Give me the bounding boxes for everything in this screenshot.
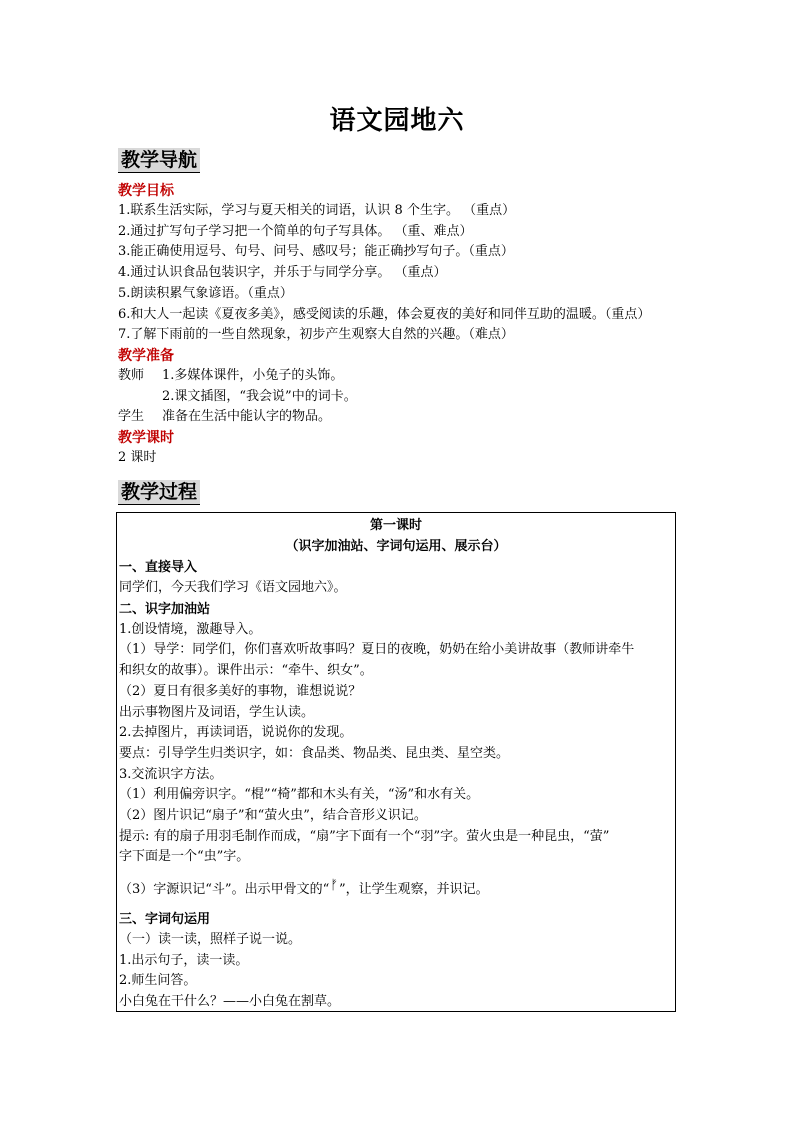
nav-banner: 教学导航 <box>118 148 200 173</box>
lesson-table <box>116 512 676 1012</box>
goal-item: 2.通过扩写句子学习把一个简单的句子写具体。 （重、难点） <box>118 223 473 239</box>
text-line: （2）图片识记“扇子”和“萤火虫”，结合音形义识记。 <box>119 808 427 824</box>
hours-value: 2 课时 <box>118 450 157 466</box>
teacher-label: 教师 <box>118 367 145 383</box>
lesson-subtitle: （识字加油站、字词句运用、展示台） <box>285 539 507 554</box>
text-line: 同学们，今天我们学习《语文园地六》。 <box>119 580 347 595</box>
process-banner: 教学过程 <box>118 480 200 505</box>
oracle-bone-line <box>119 876 673 901</box>
section-heading: 二、识字加油站 <box>119 601 211 617</box>
text-line: （2）夏日有很多美好的事物，谁想说说？ <box>119 683 362 699</box>
student-prep-item: 准备在生活中能认字的物品。 <box>162 409 332 425</box>
lesson-title: 第一课时 <box>369 518 422 533</box>
text-line: 小白兔在干什么？——小白兔在割草。 <box>119 993 341 1009</box>
text-line: （1）导学：同学们，你们喜欢听故事吗？夏日的夜晚，奶奶在给小美讲故事（教师讲牵牛 <box>119 642 635 658</box>
oracle-text-before: （3）字源识记“斗”。出示甲骨文的“ <box>119 882 330 898</box>
text-line: 提示: 有的扇子用羽毛制作而成，“扇”字下面有一个“羽”字。萤火虫是一种昆虫，“萤” <box>119 828 610 844</box>
goals-heading: 教学目标 <box>118 183 174 199</box>
teacher-prep-row <box>118 387 678 408</box>
goal-item: 3.能正确使用逗号、句号、问号、感叹号；能正确抄写句子。（重点） <box>118 244 514 260</box>
text-line: 1.出示句子，读一读。 <box>119 952 249 968</box>
text-line: （一）读一读，照样子说一说。 <box>119 931 302 947</box>
teacher-prep-item: 1.多媒体课件，小兔子的头饰。 <box>162 367 344 383</box>
text-line: 字下面是一个“虫”字。 <box>119 849 250 865</box>
hours-heading: 教学课时 <box>118 430 174 447</box>
text-line: 和织女的故事）。课件出示：“牵牛、织女”。 <box>119 663 373 679</box>
student-prep-row <box>118 407 678 428</box>
text-line: （1）利用偏旁识字。“棍”“椅”都和木头有关，“汤”和水有关。 <box>119 787 480 803</box>
goal-item: 7.了解下雨前的一些自然现象，初步产生观察大自然的兴趣。（难点） <box>118 327 514 343</box>
text-line: 2.师生问答。 <box>119 973 197 989</box>
page-title: 语文园地六 <box>329 106 465 136</box>
text-line: 1.创设情境，激趣导入。 <box>119 621 262 637</box>
text-line: 出示事物图片及词语，学生认读。 <box>119 704 315 720</box>
student-label: 学生 <box>118 409 145 425</box>
goal-item: 1.联系生活实际，学习与夏天相关的词语，认识 8 个生字。 （重点） <box>118 203 516 218</box>
text-line: 要点：引导学生归类识字，如：食品类、物品类、昆虫类、星空类。 <box>119 745 510 761</box>
oracle-bone-glyph-icon: ᚠ <box>330 878 339 894</box>
text-line: 3.交流识字方法。 <box>119 766 223 782</box>
section-heading: 一、直接导入 <box>119 560 198 575</box>
teacher-prep-item: 2.课文插图，“我会说”中的词卡。 <box>162 388 357 404</box>
goal-item: 5.朗读积累气象谚语。（重点） <box>118 285 293 301</box>
teacher-prep-row <box>118 366 678 387</box>
prep-heading: 教学准备 <box>118 347 174 364</box>
teaching-goals-section <box>118 181 678 469</box>
goal-item: 6.和大人一起读《夏夜多美》，感受阅读的乐趣，体会夏夜的美好和同伴互助的温暖。（重点） <box>118 306 651 322</box>
goal-item: 4.通过认识食品包装识字，并乐于与同学分享。 （重点） <box>118 265 447 281</box>
section-heading: 三、字词句运用 <box>119 911 211 927</box>
oracle-text-after: ”，让学生观察，并识记。 <box>339 882 489 898</box>
text-line: 2.去掉图片，再读词语，说说你的发现。 <box>119 725 353 741</box>
